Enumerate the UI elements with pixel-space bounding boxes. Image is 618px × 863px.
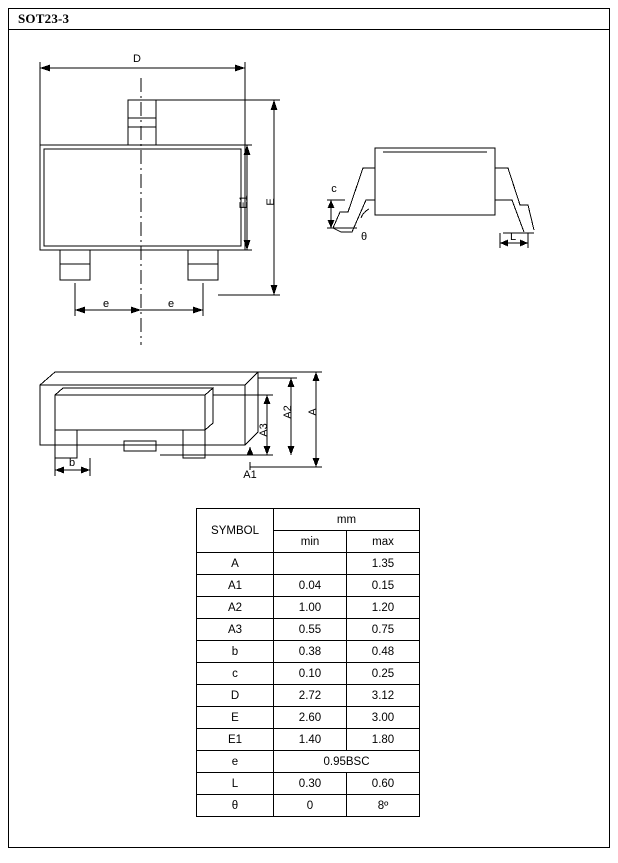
label-a2: A2 — [282, 405, 294, 419]
cell-min: 0.10 — [274, 663, 347, 685]
cell-symbol: D — [197, 685, 274, 707]
cell-max: 1.20 — [347, 597, 420, 619]
table-row — [197, 773, 420, 795]
table-row — [197, 641, 420, 663]
cell-max: 1.80 — [347, 729, 420, 751]
cell-min: 0.30 — [274, 773, 347, 795]
header-units: mm — [274, 509, 420, 531]
cell-min: 0.04 — [274, 575, 347, 597]
label-e1: E1 — [238, 195, 250, 209]
cell-symbol: c — [197, 663, 274, 685]
label-e-pitch-left: e — [102, 298, 110, 310]
dimension-table — [196, 508, 420, 817]
cell-symbol: θ — [197, 795, 274, 817]
cell-symbol: b — [197, 641, 274, 663]
header-max: max — [347, 531, 420, 553]
cell-symbol: e — [197, 751, 274, 773]
table-row — [197, 707, 420, 729]
cell-min: 1.40 — [274, 729, 347, 751]
cell-max: 1.35 — [347, 553, 420, 575]
label-a1: A1 — [243, 469, 257, 481]
cell-min: 2.72 — [274, 685, 347, 707]
label-b: b — [68, 457, 76, 469]
label-e-pitch-right: e — [167, 298, 175, 310]
cell-symbol: A3 — [197, 619, 274, 641]
label-e-overall: E — [265, 198, 277, 206]
table-row — [197, 597, 420, 619]
cell-max: 8º — [347, 795, 420, 817]
cell-symbol: E1 — [197, 729, 274, 751]
page-title: SOT23-3 — [18, 11, 70, 26]
table-row — [197, 685, 420, 707]
cell-symbol: E — [197, 707, 274, 729]
cell-symbol: L — [197, 773, 274, 795]
cell-max: 0.15 — [347, 575, 420, 597]
table-header-row-1 — [197, 509, 420, 531]
cell-min: 0.55 — [274, 619, 347, 641]
cell-max: 0.60 — [347, 773, 420, 795]
table-row — [197, 553, 420, 575]
cell-max: 0.75 — [347, 619, 420, 641]
table-row — [197, 663, 420, 685]
cell-symbol: A — [197, 553, 274, 575]
header-symbol: SYMBOL — [197, 509, 274, 553]
cell-min: 1.00 — [274, 597, 347, 619]
cell-symbol: A2 — [197, 597, 274, 619]
label-theta: θ — [360, 231, 368, 243]
cell-min — [274, 553, 347, 575]
label-a3: A3 — [258, 423, 270, 437]
label-c: c — [331, 183, 337, 195]
table-row — [197, 795, 420, 817]
label-d: D — [133, 53, 141, 65]
cell-min: 0 — [274, 795, 347, 817]
header-min: min — [274, 531, 347, 553]
table-row — [197, 729, 420, 751]
label-a: A — [307, 408, 319, 416]
table-row — [197, 751, 420, 773]
cell-max: 0.48 — [347, 641, 420, 663]
cell-max: 0.25 — [347, 663, 420, 685]
cell-max: 3.12 — [347, 685, 420, 707]
cell-span-value: 0.95BSC — [274, 751, 420, 773]
cell-symbol: A1 — [197, 575, 274, 597]
table-row — [197, 575, 420, 597]
label-l: L — [509, 231, 517, 243]
cell-min: 0.38 — [274, 641, 347, 663]
table-row — [197, 619, 420, 641]
cell-min: 2.60 — [274, 707, 347, 729]
cell-max: 3.00 — [347, 707, 420, 729]
